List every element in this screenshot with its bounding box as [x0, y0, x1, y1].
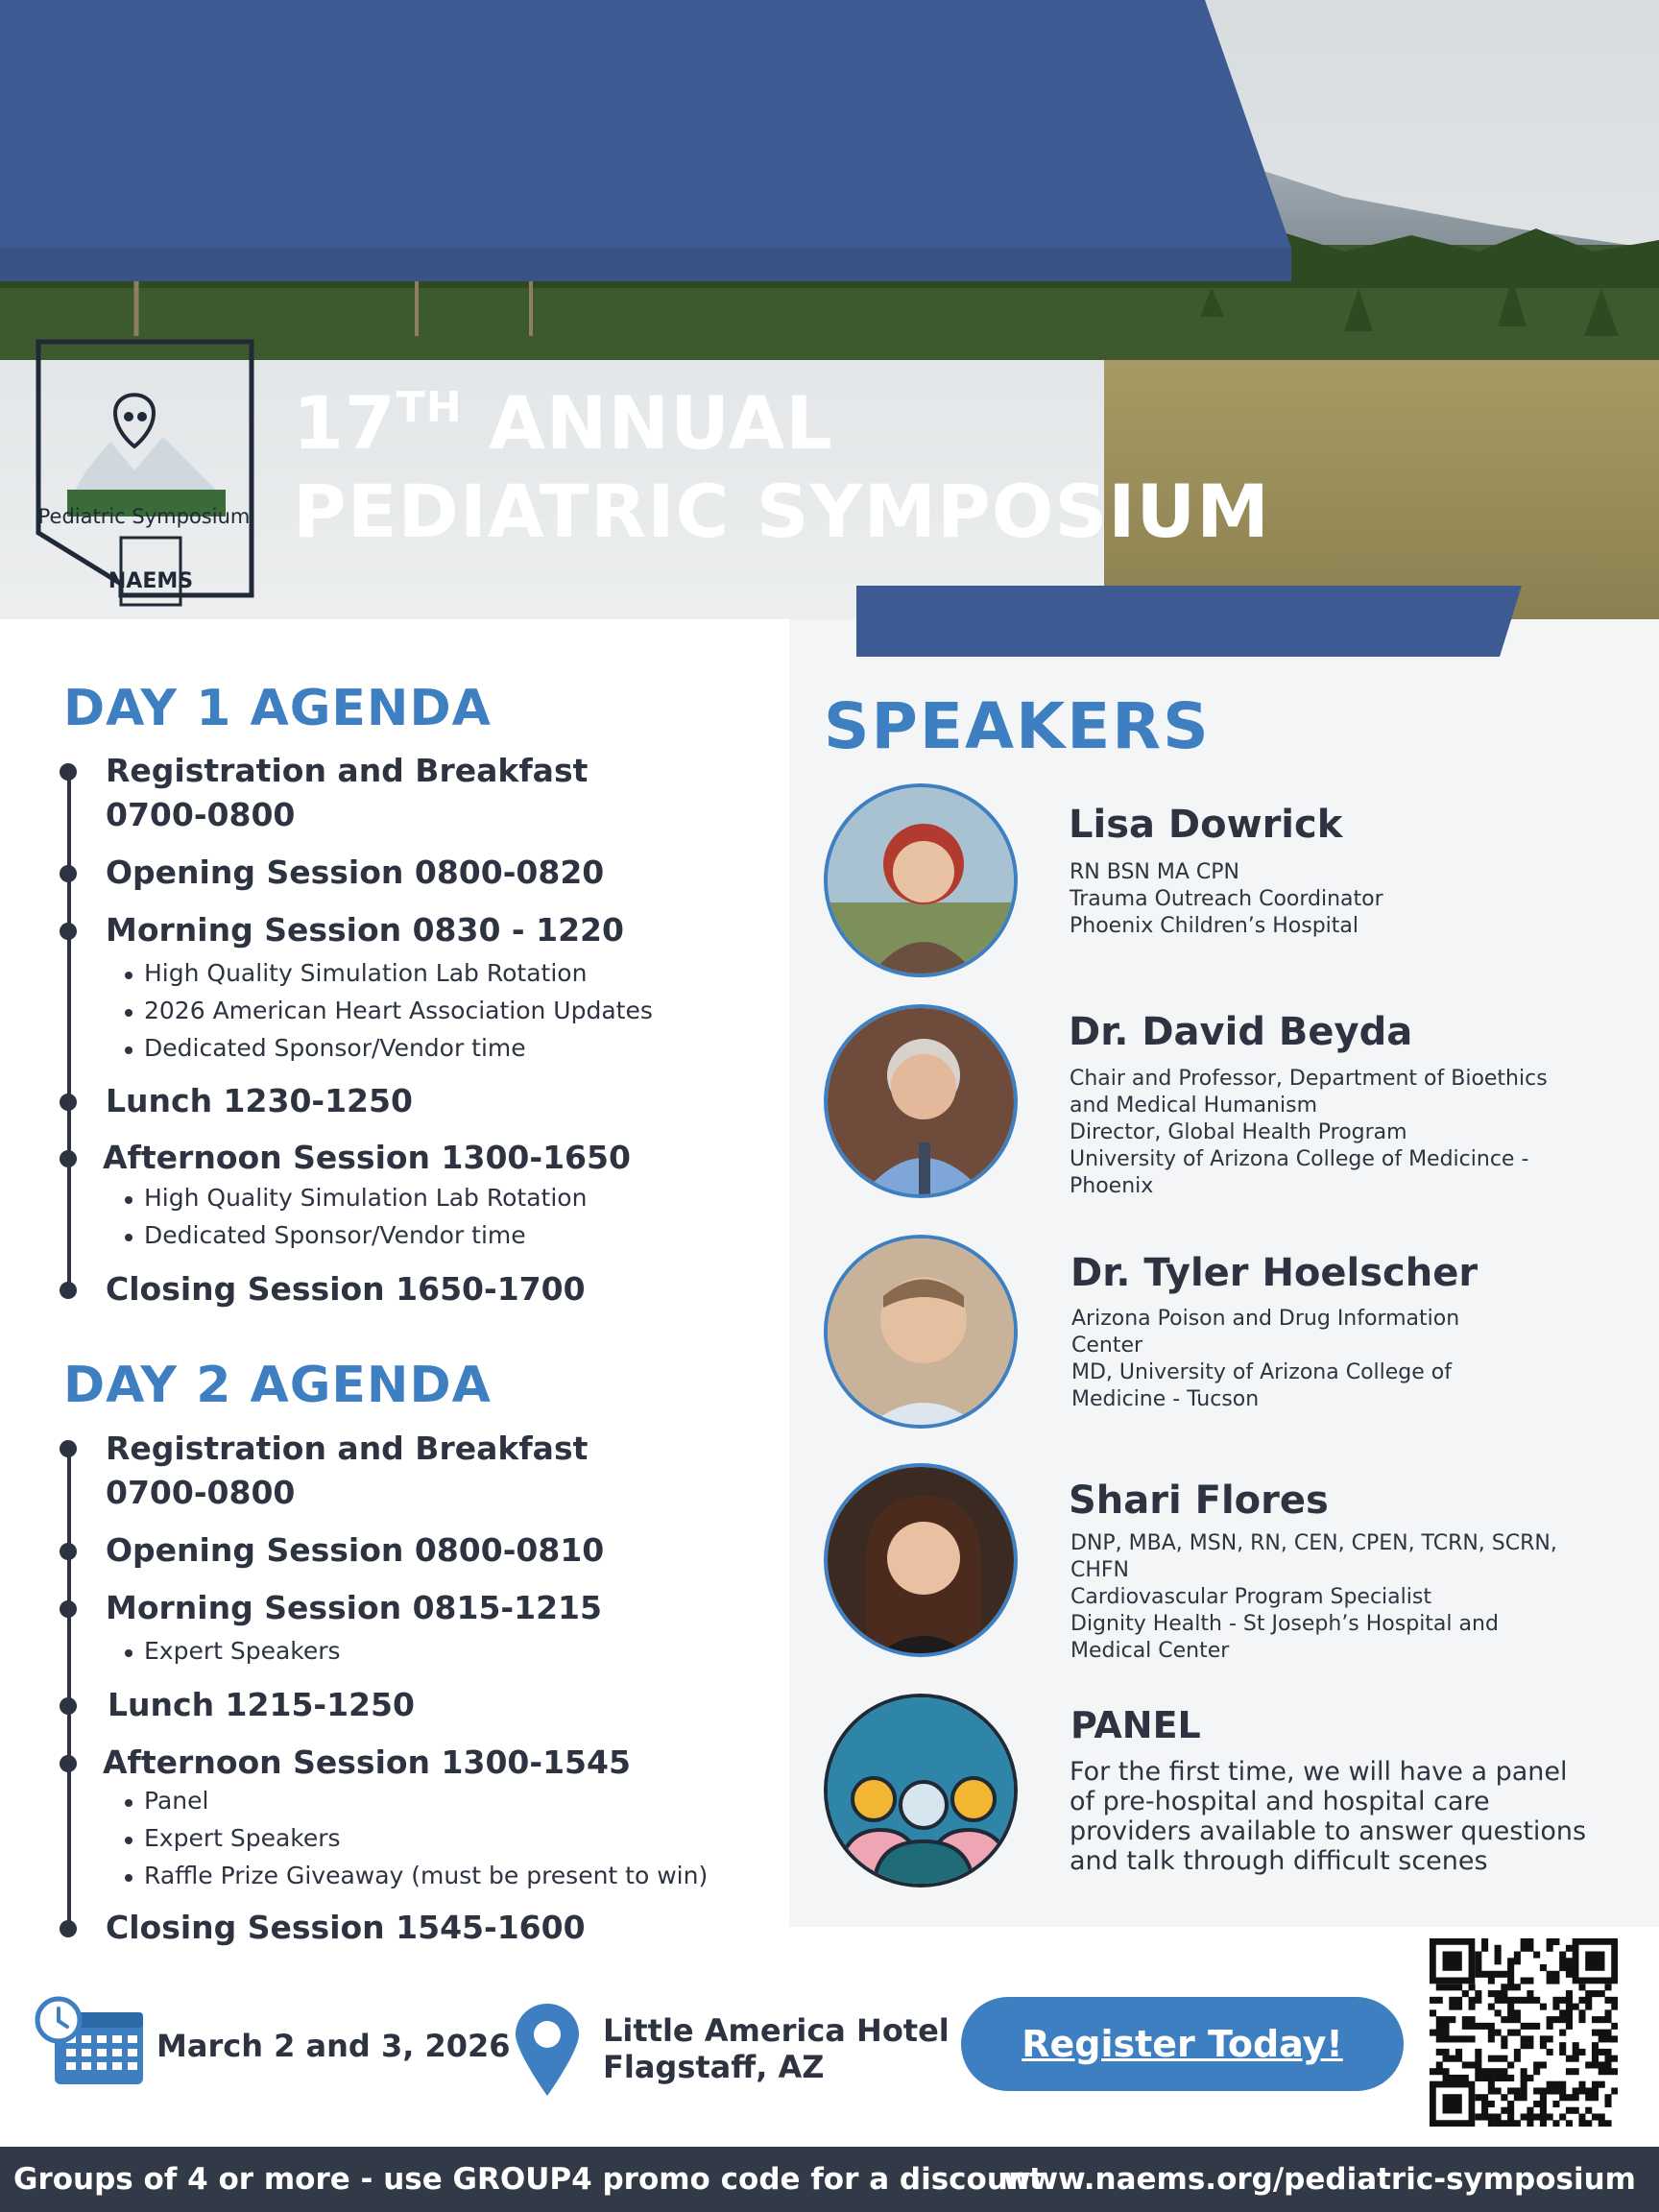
day1-morning: Morning Session 0830 - 1220 — [106, 911, 624, 949]
day1-heading: DAY 1 AGENDA — [63, 680, 492, 737]
day1-timeline — [67, 768, 71, 1291]
timeline-dot — [60, 1094, 77, 1111]
sub-bullet — [125, 1196, 132, 1204]
speakers-heading: SPEAKERS — [824, 689, 1211, 763]
day1-afternoon: Afternoon Session 1300-1650 — [103, 1139, 631, 1176]
timeline-dot — [60, 1282, 77, 1299]
speaker-photo-lisa-dowrick — [824, 783, 1018, 977]
venue-city: Flagstaff, AZ — [603, 2049, 825, 2085]
speaker-credential: RN BSN MA CPN — [1070, 860, 1239, 884]
sub-bullet — [125, 972, 132, 979]
event-logo — [29, 336, 259, 614]
speaker-name: Lisa Dowrick — [1069, 803, 1343, 847]
day2-afternoon-sub: Raffle Prize Giveaway (must be present to win) — [144, 1862, 709, 1889]
day2-lunch: Lunch 1215-1250 — [108, 1686, 415, 1723]
speaker-credential: Phoenix — [1070, 1174, 1154, 1198]
speaker-credential: Medicine - Tucson — [1071, 1387, 1260, 1411]
title-word: ANNUAL — [489, 380, 833, 466]
day1-morning-sub: 2026 American Heart Association Updates — [144, 997, 653, 1024]
speaker-credential: Director, Global Health Program — [1070, 1120, 1407, 1144]
panel-title: PANEL — [1070, 1704, 1201, 1746]
venue-name: Little America Hotel — [603, 2012, 950, 2049]
day1-registration: Registration and Breakfast 0700-0800 — [106, 752, 589, 833]
speaker-credential: Arizona Poison and Drug Information — [1071, 1307, 1460, 1331]
speaker-photo-shari-flores — [824, 1463, 1018, 1657]
timeline-dot — [60, 1150, 77, 1167]
website-link[interactable]: www.naems.org/pediatric-symposium — [1002, 2162, 1636, 2197]
timeline-dot — [60, 1440, 77, 1457]
qr-code[interactable] — [1430, 1938, 1618, 2127]
day2-opening: Opening Session 0800-0810 — [106, 1531, 605, 1569]
day1-afternoon-sub: High Quality Simulation Lab Rotation — [144, 1184, 588, 1212]
day1-morning-sub: High Quality Simulation Lab Rotation — [144, 959, 588, 987]
sub-bullet — [125, 1837, 132, 1844]
speaker-credential: Cardiovascular Program Specialist — [1070, 1585, 1431, 1609]
sub-bullet — [125, 1046, 132, 1054]
calendar-icon — [34, 1995, 147, 2088]
day1-morning-sub: Dedicated Sponsor/Vendor time — [144, 1034, 526, 1062]
speaker-credential: University of Arizona College of Medicince - — [1070, 1147, 1529, 1171]
sub-bullet — [125, 1234, 132, 1241]
day1-closing: Closing Session 1650-1700 — [106, 1270, 586, 1308]
day2-morning: Morning Session 0815-1215 — [106, 1589, 602, 1626]
promo-text: Groups of 4 or more - use GROUP4 promo code for a discount — [13, 2162, 1044, 2197]
panel-icon — [824, 1694, 1018, 1887]
location-pin-icon — [514, 2002, 581, 2098]
speaker-credential: DNP, MBA, MSN, RN, CEN, CPEN, TCRN, SCRN, — [1070, 1531, 1557, 1555]
register-button[interactable]: Register Today! — [961, 1997, 1404, 2091]
timeline-dot — [60, 1600, 77, 1618]
timeline-dot — [60, 1920, 77, 1937]
day2-afternoon-sub: Expert Speakers — [144, 1824, 341, 1852]
speaker-name: Dr. David Beyda — [1069, 1010, 1413, 1054]
timeline-dot — [60, 1543, 77, 1560]
day2-afternoon-sub: Panel — [144, 1787, 209, 1815]
speaker-credential: MD, University of Arizona College of — [1071, 1360, 1452, 1384]
speaker-credential: CHFN — [1070, 1558, 1130, 1582]
speakers-ribbon — [856, 586, 1522, 657]
day1-afternoon-sub: Dedicated Sponsor/Vendor time — [144, 1221, 526, 1249]
day1-lunch: Lunch 1230-1250 — [106, 1082, 413, 1119]
sub-bullet — [125, 1009, 132, 1017]
timeline-dot — [60, 1755, 77, 1772]
title-number: 17 — [293, 380, 397, 466]
speaker-credential: Phoenix Children’s Hospital — [1070, 914, 1359, 938]
title-suffix: TH — [396, 383, 463, 432]
speaker-name: Dr. Tyler Hoelscher — [1070, 1251, 1479, 1295]
speaker-credential: Medical Center — [1070, 1639, 1230, 1663]
sub-bullet — [125, 1874, 132, 1882]
logo-org-text: NAEMS — [108, 569, 194, 593]
title-line2: PEDIATRIC SYMPOSIUM — [293, 469, 1270, 554]
speaker-credential: and Medical Humanism — [1070, 1094, 1318, 1118]
event-title — [293, 379, 1270, 556]
day2-closing: Closing Session 1545-1600 — [106, 1909, 586, 1946]
speaker-name: Shari Flores — [1069, 1479, 1329, 1523]
title-band — [0, 0, 1659, 281]
day2-timeline — [67, 1445, 71, 1930]
day2-registration: Registration and Breakfast 0700-0800 — [106, 1430, 589, 1511]
sub-bullet — [125, 1649, 132, 1657]
sub-bullet — [125, 1799, 132, 1807]
timeline-dot — [60, 1697, 77, 1715]
day2-heading: DAY 2 AGENDA — [63, 1357, 492, 1414]
day1-opening: Opening Session 0800-0820 — [106, 854, 605, 891]
timeline-dot — [60, 923, 77, 940]
hero-image — [0, 0, 1659, 619]
event-date: March 2 and 3, 2026 — [156, 2028, 511, 2064]
logo-text: Pediatric Symposium — [37, 505, 251, 528]
speaker-credential: Trauma Outreach Coordinator — [1070, 887, 1383, 911]
timeline-dot — [60, 865, 77, 882]
venue — [603, 2012, 950, 2085]
speaker-credential: Dignity Health - St Joseph’s Hospital and — [1070, 1612, 1499, 1636]
speaker-photo-david-beyda — [824, 1004, 1018, 1198]
day2-afternoon: Afternoon Session 1300-1545 — [103, 1743, 631, 1781]
panel-description: For the first time, we will have a panel of pre-hospital and hospital care providers available to answer questions and talk through difficult scenes — [1070, 1757, 1587, 1876]
speaker-photo-tyler-hoelscher — [824, 1235, 1018, 1429]
speaker-credential: Chair and Professor, Department of Bioethics — [1070, 1067, 1548, 1091]
speaker-credential: Center — [1071, 1334, 1143, 1358]
day2-morning-sub: Expert Speakers — [144, 1637, 341, 1665]
timeline-dot — [60, 763, 77, 781]
